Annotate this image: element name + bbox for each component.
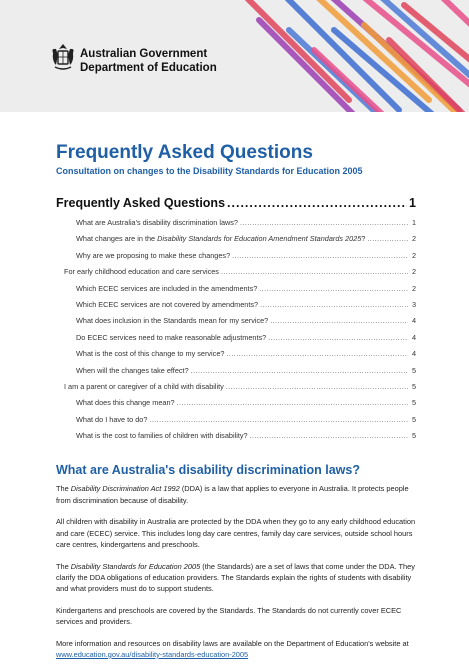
toc-main-entry[interactable] xyxy=(56,196,416,210)
paragraph-2: All children with disability in Australia are protected by the DDA when they go to any early childhood education and care (ECEC) service. This includes long day care centres, family day care services, outside school hours care centres, kindergartens and preschools. xyxy=(56,517,416,550)
coat-of-arms-icon xyxy=(50,43,76,73)
department-name: Department of Education xyxy=(80,62,217,74)
toc-item[interactable] xyxy=(56,398,416,414)
toc-item-label: Why are we proposing to make these changes? xyxy=(76,250,231,260)
document-content xyxy=(56,142,416,670)
toc-item-label: What is the cost to families of children with disability? xyxy=(76,431,248,441)
toc-item[interactable] xyxy=(56,349,416,365)
toc-item-page: 1 xyxy=(411,218,416,227)
toc-item-page: 5 xyxy=(411,431,416,441)
toc-item[interactable] xyxy=(56,267,416,283)
toc-main-page: 1 xyxy=(409,196,416,210)
table-of-contents xyxy=(56,218,416,447)
toc-item-label: What is the cost of this change to my service? xyxy=(76,349,225,359)
paragraph-5: More information and resources on disability laws are available on the Department of Education's website at www.education.gov.au/disability-standards-education-2005 xyxy=(56,638,409,659)
toc-item-label: What does this change mean? xyxy=(76,398,175,408)
decorative-stripe xyxy=(299,0,429,100)
toc-item[interactable] xyxy=(56,251,416,267)
toc-item[interactable] xyxy=(56,218,416,234)
toc-item-page: 2 xyxy=(411,250,416,260)
toc-item[interactable] xyxy=(56,316,416,332)
toc-item-page: 4 xyxy=(411,332,416,342)
toc-item-page: 2 xyxy=(411,234,416,244)
government-name: Australian Government xyxy=(80,48,208,60)
toc-item-page: 5 xyxy=(411,398,416,408)
toc-item[interactable] xyxy=(56,234,416,250)
paragraph-3: The Disability Standards for Education 2005 (the Standards) are a set of laws that come under the DDA. They clarify the DDA obligations of education providers. The Standards explain the rights of students with disability and what providers must do to support students. xyxy=(56,561,415,594)
toc-item-label: For early childhood education and care services xyxy=(64,267,219,277)
toc-item-page: 4 xyxy=(411,349,416,359)
toc-item[interactable] xyxy=(56,431,416,447)
toc-item-page: 3 xyxy=(411,299,416,309)
toc-item-label: What do I have to do? xyxy=(76,414,148,424)
toc-item[interactable] xyxy=(56,415,416,431)
toc-item-page: 5 xyxy=(411,414,416,424)
toc-item-label: When will the changes take effect? xyxy=(76,365,189,375)
toc-item-page: 2 xyxy=(411,267,416,277)
disability-standards-link[interactable]: www.education.gov.au/disability-standards-education-2005 xyxy=(56,649,249,659)
toc-item-page: 4 xyxy=(411,316,416,326)
toc-main-label: Frequently Asked Questions xyxy=(56,196,226,210)
toc-item-page: 5 xyxy=(411,365,416,375)
toc-item[interactable] xyxy=(56,366,416,382)
paragraph-4: Kindergartens and preschools are covered by the Standards. The Standards do not currently cover ECEC services and providers. xyxy=(56,605,402,627)
toc-item-label: I am a parent or caregiver of a child with disability xyxy=(64,381,224,391)
toc-item-label: Which ECEC services are not covered by amendments? xyxy=(76,299,259,309)
toc-item-label: What are Australia's disability discrimination laws? xyxy=(76,218,238,227)
header-band xyxy=(0,0,469,112)
toc-item[interactable] xyxy=(56,382,416,398)
toc-item-page: 2 xyxy=(411,283,416,293)
page-subtitle: Consultation on changes to the Disability Standards for Education 2005 xyxy=(56,166,363,176)
paragraph-1: The Disability Discrimination Act 1992 (DDA) is a law that applies to everyone in Australia. It protects people from discrimination because of disability. xyxy=(56,484,409,505)
toc-item-label: What does inclusion in the Standards mean for my service? xyxy=(76,316,269,326)
toc-item-label: What changes are in the Disability Standards for Education Amendment Standards 2025? xyxy=(76,234,366,244)
government-logo-text xyxy=(80,47,217,75)
toc-item-label: Do ECEC services need to make reasonable adjustments? xyxy=(76,332,267,342)
toc-item-page: 5 xyxy=(411,381,416,391)
toc-item[interactable] xyxy=(56,284,416,300)
toc-item-label: Which ECEC services are included in the amendments? xyxy=(76,283,258,293)
toc-item[interactable] xyxy=(56,300,416,316)
toc-item[interactable] xyxy=(56,333,416,349)
decorative-stripes xyxy=(229,0,469,112)
page-title: Frequently Asked Questions xyxy=(56,142,313,163)
section-heading: What are Australia's disability discrimination laws? xyxy=(56,463,360,478)
